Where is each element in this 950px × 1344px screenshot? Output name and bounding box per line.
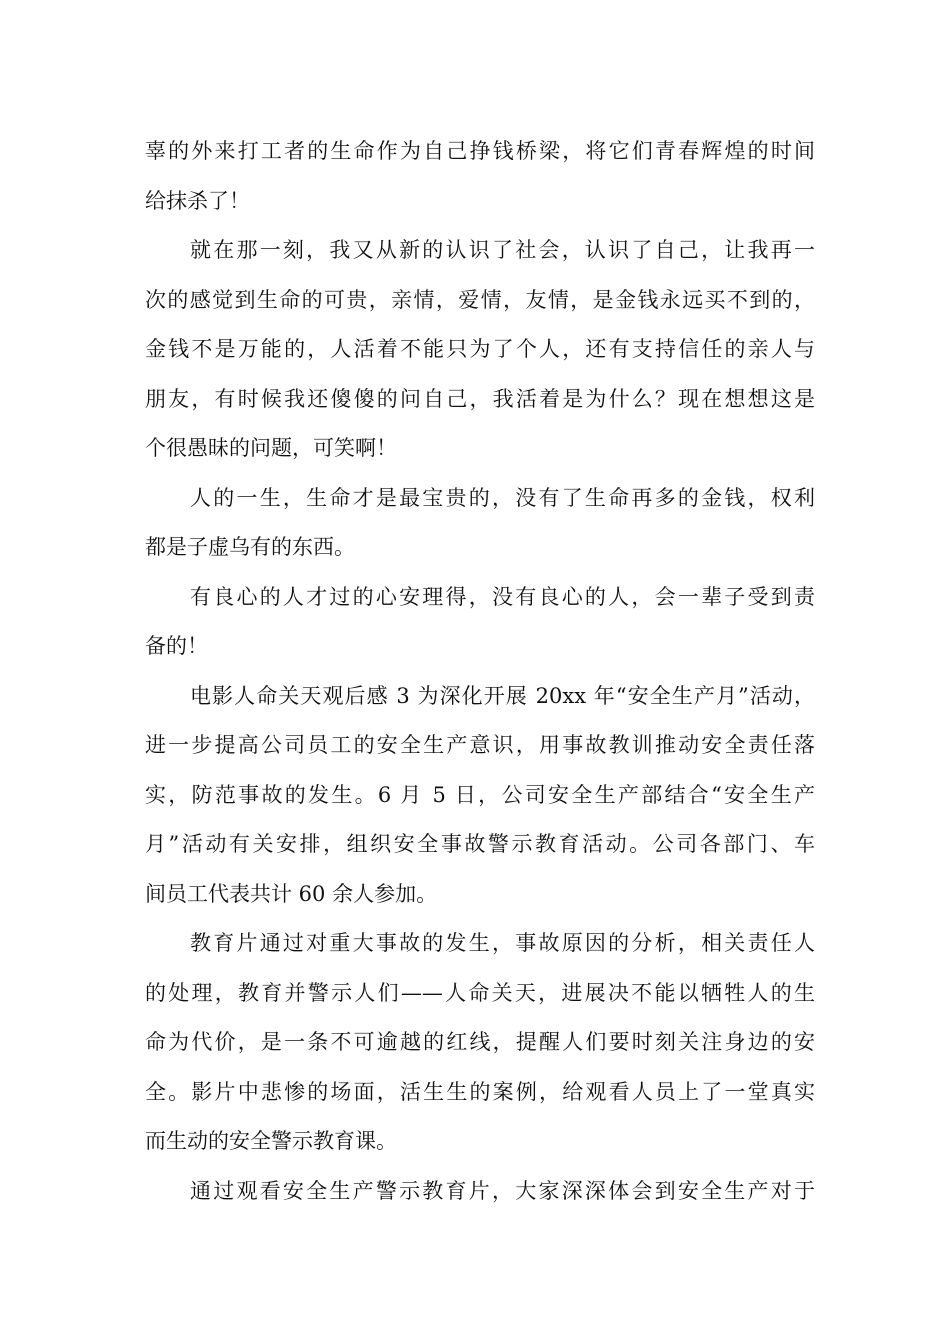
text-line: 给抹杀了！: [145, 188, 250, 213]
text-line: 实，防范事故的发生。6 月 5 日，公司安全生产部结合“安全生产: [145, 782, 815, 807]
text-line: 个很愚昧的问题，可笑啊！: [145, 436, 397, 460]
text-line: 就在那一刻，我又从新的认识了社会，认识了自己，让我再一: [190, 238, 815, 262]
paragraph: [145, 919, 815, 1167]
text-line: 电影人命关天观后感 3 为深化开展 20xx 年“安全生产月”活动，: [190, 683, 815, 708]
text-line: 的处理，教育并警示人们——人命关天，进展决不能以牺牲人的生: [145, 980, 815, 1005]
text-line: 通过观看安全生产警示教育片，大家深深体会到安全生产对于: [190, 1178, 815, 1203]
paragraph: [145, 474, 815, 573]
document-body: [145, 127, 815, 1216]
paragraph: [145, 672, 815, 920]
text-line: 月”活动有关安排，组织安全事故警示教育活动。公司各部门、车: [145, 832, 815, 856]
paragraph: [145, 573, 815, 672]
text-line: 朋友，有时候我还傻傻的问自己，我活着是为什么？现在想想这是: [145, 386, 815, 411]
text-line: 辜的外来打工者的生命作为自己挣钱桥梁，将它们青春辉煌的时间: [145, 139, 815, 163]
paragraph: [145, 1167, 815, 1217]
text-line: 有良心的人才过的心安理得，没有良心的人，会一辈子受到责: [190, 584, 815, 609]
text-line: 都是子虚乌有的东西。: [145, 535, 355, 559]
paragraph: [145, 226, 815, 474]
text-line: 间员工代表共计 60 余人参加。: [145, 881, 438, 906]
text-line: 教育片通过对重大事故的发生，事故原因的分析，相关责任人: [190, 931, 815, 955]
paragraph: [145, 127, 815, 226]
text-line: 全。影片中悲惨的场面，活生生的案例，给观看人员上了一堂真实: [145, 1079, 815, 1104]
text-line: 进一步提高公司员工的安全生产意识，用事故教训推动安全责任落: [145, 733, 815, 757]
text-line: 而生动的安全警示教育课。: [145, 1129, 397, 1153]
text-line: 次的感觉到生命的可贵，亲情，爱情，友情，是金钱永远买不到的，: [145, 287, 815, 312]
text-line: 人的一生，生命才是最宝贵的，没有了生命再多的金钱，权利: [190, 485, 815, 510]
text-line: 金钱不是万能的，人活着不能只为了个人，还有支持信任的亲人与: [145, 337, 815, 361]
text-line: 命为代价，是一条不可逾越的红线，提醒人们要时刻关注身边的安: [145, 1030, 815, 1054]
text-line: 备的！: [145, 634, 208, 658]
